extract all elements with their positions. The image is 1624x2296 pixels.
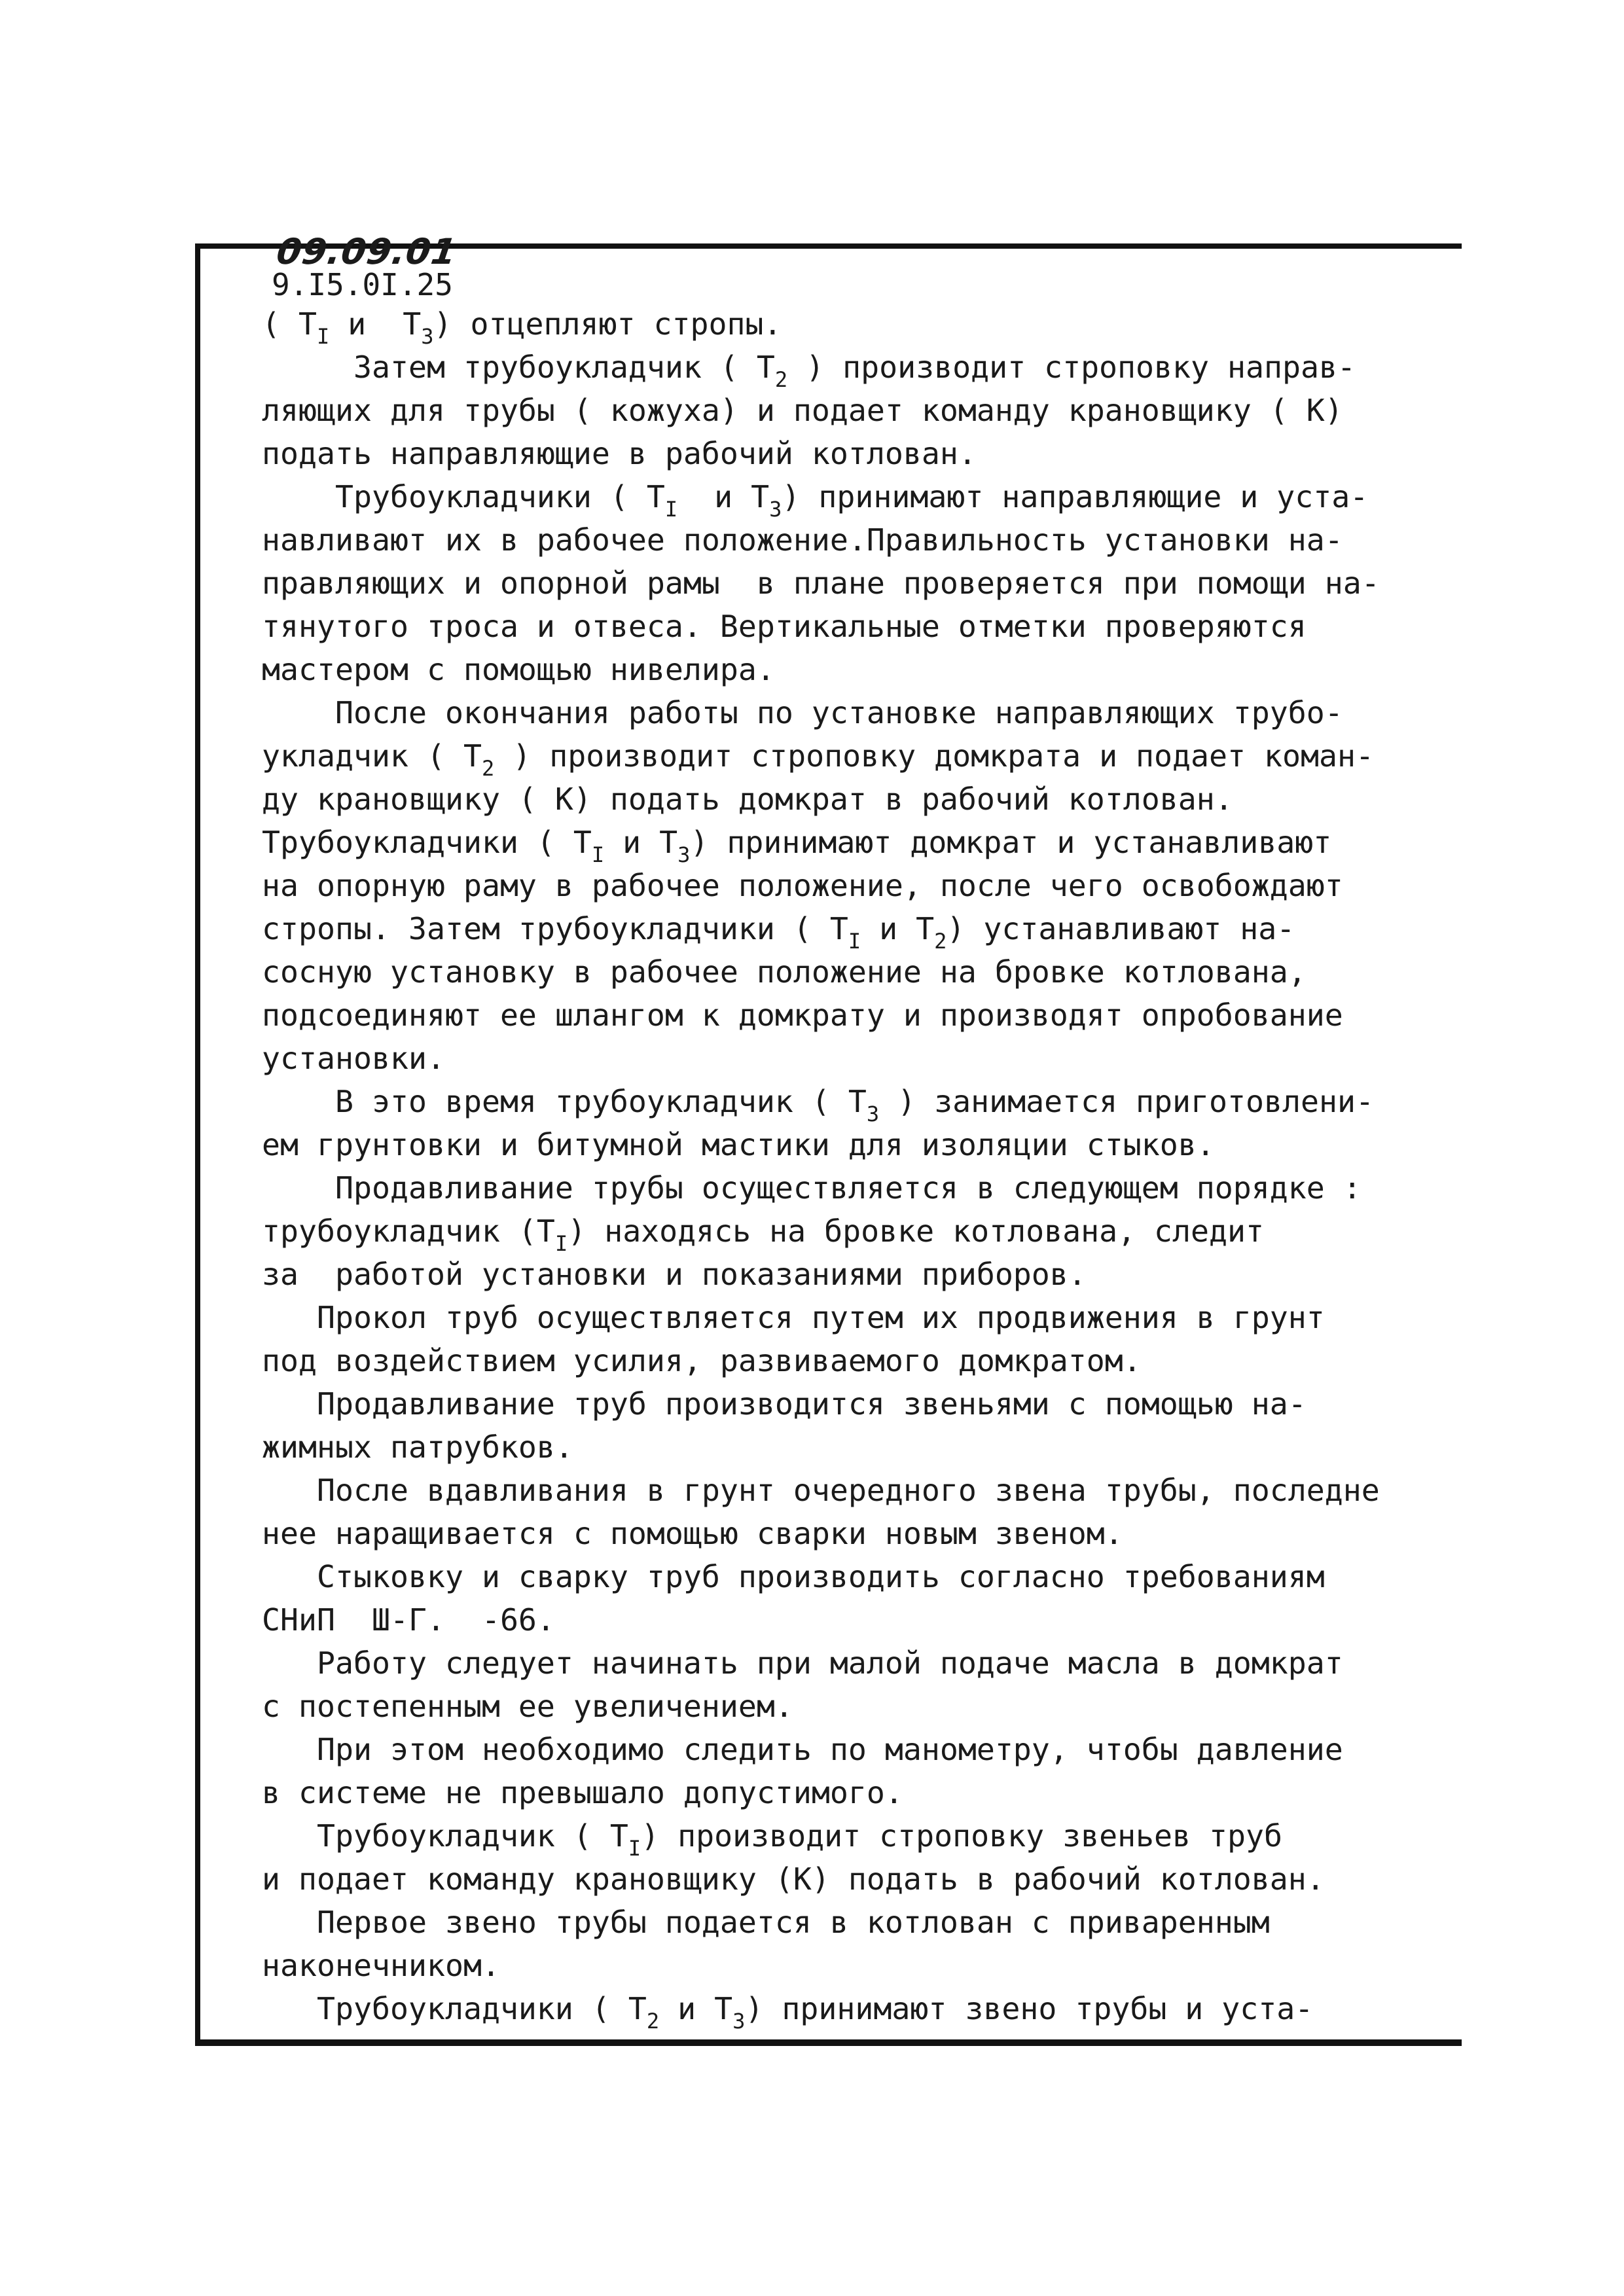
text-line <box>262 1469 1388 1512</box>
text-segment: тянутого троса и отвеса. Вертикальные отметки проверяются <box>262 609 1307 644</box>
text-segment: ) находясь на бровке котлована, следит <box>568 1213 1265 1249</box>
text-segment: под воздействием усилия, развиваемого домкратом. <box>262 1343 1142 1378</box>
text-line <box>262 1944 1388 1987</box>
text-line <box>262 1210 1388 1256</box>
text-segment: ) устанавливают на- <box>947 911 1295 946</box>
text-line <box>262 648 1388 691</box>
text-segment: ляющих для трубы ( кожуха) и подает команду крановщику ( К) <box>262 393 1343 428</box>
text-line <box>262 475 1388 522</box>
text-line <box>262 562 1388 605</box>
text-segment: ) отцепляют стропы. <box>433 306 782 342</box>
frame-border-left <box>195 243 200 2046</box>
text-segment: Трубоукладчики ( T <box>262 825 592 860</box>
text-line <box>262 778 1388 821</box>
subscript: I <box>664 497 678 522</box>
text-segment: и T <box>861 911 935 946</box>
text-segment: После вдавливания в грунт очередного звена трубы, последне <box>262 1473 1380 1508</box>
text-segment: и подает команду крановщику (К) подать в рабочий котлован. <box>262 1861 1325 1897</box>
subscript: I <box>848 929 861 954</box>
text-line <box>262 907 1388 954</box>
text-segment: После окончания работы по установке направляющих трубо- <box>262 695 1343 730</box>
text-line <box>262 1253 1388 1296</box>
text-segment: сосную установку в рабочее положение на бровке котлована, <box>262 954 1307 990</box>
text-segment: жимных патрубков. <box>262 1429 573 1465</box>
text-segment: на опорную раму в рабочее положение, после чего освобождают <box>262 868 1343 903</box>
text-line <box>262 389 1388 432</box>
text-segment: Стыковку и сварку труб производить согласно требованиям <box>262 1559 1325 1594</box>
text-line <box>262 1728 1388 1771</box>
text-line <box>262 734 1388 781</box>
text-segment: ) производит строповку направ- <box>787 350 1356 385</box>
text-segment: и T <box>604 825 678 860</box>
text-line <box>262 432 1388 475</box>
text-line <box>262 1426 1388 1469</box>
text-segment: ) принимают звено трубы и уста- <box>745 1991 1314 2026</box>
subscript: 3 <box>769 497 782 522</box>
text-segment: Продавливание трубы осуществляется в следующем порядке : <box>262 1170 1362 1206</box>
frame-border-bottom <box>195 2039 1462 2046</box>
text-line <box>262 1771 1388 1814</box>
text-line <box>262 1296 1388 1339</box>
text-line <box>262 950 1388 994</box>
text-segment: Работу следует начинать при малой подаче масла в домкрат <box>262 1645 1343 1681</box>
text-segment: укладчик ( T <box>262 738 482 774</box>
subscript: 3 <box>732 2009 746 2034</box>
subscript: I <box>317 324 330 349</box>
document-code: 9.I5.0I.25 <box>272 267 453 302</box>
text-segment: ) производит строповку домкрата и подает коман- <box>494 738 1374 774</box>
text-line <box>262 821 1388 867</box>
text-segment: Трубоукладчик ( T <box>262 1818 628 1854</box>
text-segment: наконечником. <box>262 1948 500 1983</box>
text-line <box>262 1166 1388 1210</box>
subscript: 2 <box>481 756 495 781</box>
text-line <box>262 1987 1388 2034</box>
text-segment: Трубоукладчики ( T <box>262 1991 647 2026</box>
subscript: I <box>554 1231 568 1256</box>
subscript: 2 <box>774 367 788 392</box>
text-line <box>262 346 1388 392</box>
text-line <box>262 302 1388 349</box>
text-segment: ) производит строповку звеньев труб <box>641 1818 1283 1854</box>
text-segment: подать направляющие в рабочий котлован. <box>262 436 977 471</box>
text-segment: правляющих и опорной рамы в плане проверяется при помощи на- <box>262 565 1380 601</box>
text-segment: ) занимается приготовлени- <box>879 1084 1374 1119</box>
text-segment: Продавливание труб производится звеньями с помощью на- <box>262 1386 1307 1422</box>
text-segment: в системе не превышало допустимого. <box>262 1775 903 1810</box>
text-segment: Прокол труб осуществляется путем их продвижения в грунт <box>262 1300 1325 1335</box>
subscript: I <box>628 1836 641 1861</box>
text-line <box>262 1857 1388 1901</box>
text-line <box>262 605 1388 648</box>
text-segment: Первое звено трубы подается в котлован с приваренным <box>262 1905 1270 1940</box>
text-segment: В это время трубоукладчик ( T <box>262 1084 867 1119</box>
text-segment: подсоединяют ее шлангом к домкрату и производят опробование <box>262 997 1343 1033</box>
subscript: I <box>591 842 605 867</box>
text-segment: с постепенным ее увеличением. <box>262 1689 793 1724</box>
text-segment: При этом необходимо следить по манометру, чтобы давление <box>262 1732 1343 1767</box>
text-segment: трубоукладчик (T <box>262 1213 555 1249</box>
text-segment: и T <box>659 1991 733 2026</box>
text-line <box>262 1080 1388 1126</box>
text-line <box>262 518 1388 562</box>
subscript: 3 <box>677 842 691 867</box>
text-line <box>262 1512 1388 1555</box>
subscript: 2 <box>646 2009 660 2034</box>
text-line <box>262 1382 1388 1426</box>
text-line <box>262 994 1388 1037</box>
subscript: 3 <box>421 324 434 349</box>
text-line <box>262 1598 1388 1641</box>
text-segment: ( T <box>262 306 317 342</box>
text-segment: Затем трубоукладчик ( T <box>262 350 775 385</box>
subscript: 3 <box>866 1102 880 1126</box>
text-segment: и T <box>329 306 422 342</box>
text-line <box>262 1901 1388 1944</box>
text-segment: ) принимают направляющие и уста- <box>782 479 1369 514</box>
text-segment: ем грунтовки и битумной мастики для изоляции стыков. <box>262 1127 1215 1162</box>
text-segment: стропы. Затем трубоукладчики ( T <box>262 911 848 946</box>
text-line <box>262 1814 1388 1861</box>
text-segment: навливают их в рабочее положение.Правильность установки на- <box>262 522 1343 558</box>
text-segment: за работой установки и показаниями приборов. <box>262 1257 1087 1292</box>
text-segment: Трубоукладчики ( T <box>262 479 665 514</box>
text-line <box>262 691 1388 734</box>
text-segment: СНиП Ш-Г. -66. <box>262 1602 555 1638</box>
text-line <box>262 1641 1388 1685</box>
text-line <box>262 1685 1388 1728</box>
text-line <box>262 1123 1388 1166</box>
text-segment: ) принимают домкрат и устанавливают <box>690 825 1332 860</box>
text-segment: и T <box>677 479 770 514</box>
handwritten-stamp: 09.09.01 <box>274 231 460 272</box>
subscript: 2 <box>934 929 947 954</box>
text-segment: ду крановщику ( К) подать домкрат в рабочий котлован. <box>262 781 1233 817</box>
document-body <box>262 302 1388 2034</box>
text-segment: мастером с помощью нивелира. <box>262 652 775 687</box>
text-line <box>262 1555 1388 1598</box>
text-line <box>262 1037 1388 1080</box>
text-segment: нее наращивается с помощью сварки новым звеном. <box>262 1516 1123 1551</box>
text-segment: установки. <box>262 1041 445 1076</box>
text-line <box>262 1339 1388 1382</box>
text-line <box>262 864 1388 907</box>
